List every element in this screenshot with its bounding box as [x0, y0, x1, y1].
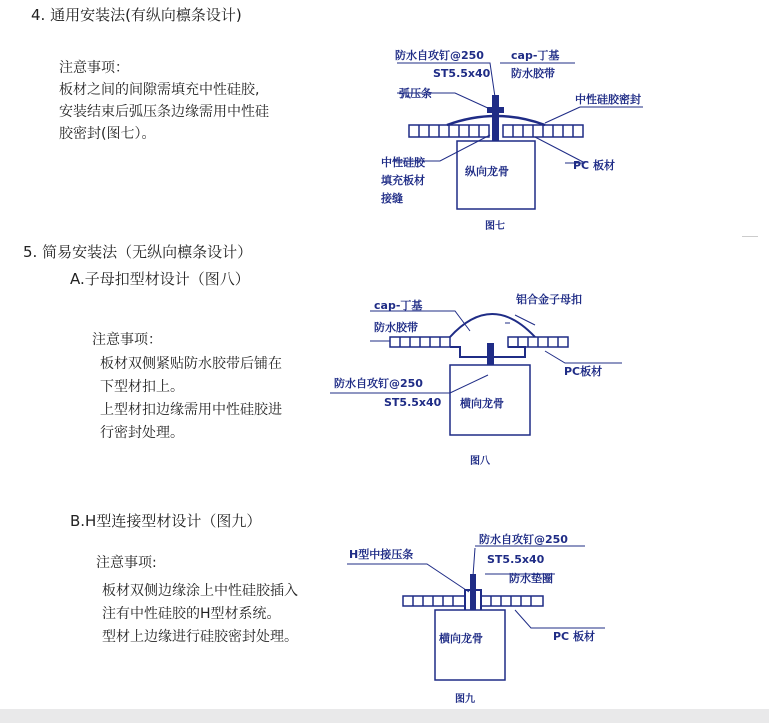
section4-note-line-2: 安装结束后弧压条边缘需用中性硅 [59, 104, 269, 120]
fig9-label-h-strip: H型中接压条 [349, 548, 414, 561]
fig9-pc-panel-left [403, 596, 465, 606]
section5a-note-line-1: 板材双侧紧贴防水胶带后铺在 [100, 356, 282, 372]
fig7-pc-panel-left [409, 125, 489, 137]
fig7-label-purlin: 纵向龙骨 [465, 165, 509, 178]
section4-note-line-3: 胶密封(图七）。 [59, 126, 156, 142]
fig7-label-screw-spec: ST5.5x40 [433, 67, 491, 80]
fig7-pc-panel-right [503, 125, 583, 137]
section4-heading: 4. 通用安装法(有纵向檩条设计) [31, 6, 242, 24]
divider-tick [742, 236, 758, 237]
fig8-label-cap: cap-丁基 [374, 299, 423, 312]
fig7-label-fill-2: 填充板材 [381, 174, 425, 187]
section5a-note-line-2: 下型材扣上。 [100, 379, 184, 395]
fig7-caption: 图七 [485, 221, 505, 232]
fig9-label-pc: PC 板材 [553, 630, 595, 643]
fig9-label-screw-spec: ST5.5x40 [487, 553, 545, 566]
bottom-band [0, 709, 769, 723]
fig8-label-purlin: 横向龙骨 [460, 397, 504, 410]
section5b-note-title: 注意事项: [96, 555, 157, 571]
section5-heading: 5. 简易安装法（无纵向檩条设计） [23, 243, 253, 261]
fig9-label-screw: 防水自攻钉@250 [479, 533, 568, 546]
fig7-screw [492, 95, 499, 143]
fig9-caption: 图九 [455, 694, 475, 705]
section5a-note-line-4: 行密封处理。 [100, 425, 184, 441]
fig7-label-tape: 防水胶带 [511, 67, 555, 80]
fig7-label-screw: 防水自攻钉@250 [395, 49, 484, 62]
fig7-label-cap: cap-丁基 [511, 49, 560, 62]
section5b-note-line-1: 板材双侧边缘涂上中性硅胶插入 [102, 583, 298, 599]
fig9-purlin [435, 610, 505, 680]
fig9-label-purlin: 横向龙骨 [439, 632, 483, 645]
section5a-heading: A.子母扣型材设计（图八） [70, 270, 250, 288]
section5a-note-line-3: 上型材扣边缘需用中性硅胶进 [100, 402, 282, 418]
fig8-pc-panel-right [508, 337, 568, 347]
section5b-heading: B.H型连接型材设计（图九） [70, 512, 262, 530]
fig8-cap-arc [450, 314, 535, 337]
fig8-label-alu: 铝合金子母扣 [516, 293, 582, 306]
figure-8 [330, 285, 630, 470]
fig8-label-screw-spec: ST5.5x40 [384, 396, 442, 409]
section5a-note-title: 注意事项： [92, 332, 162, 348]
section5b-note-line-3: 型材上边缘进行硅胶密封处理。 [102, 629, 298, 645]
figure-9 [345, 530, 615, 708]
fig8-label-tape: 防水胶带 [374, 321, 418, 334]
fig9-label-washer: 防水垫圈 [509, 572, 553, 585]
figure-7 [381, 45, 675, 240]
section4-note-line-1: 板材之间的间隙需填充中性硅胶, [59, 82, 260, 98]
fig7-label-fill-3: 接缝 [381, 192, 403, 205]
section4-note-title: 注意事项： [59, 60, 129, 76]
section5b-note-line-2: 注有中性硅胶的H型材系统。 [102, 606, 281, 622]
fig8-label-screw: 防水自攻钉@250 [334, 377, 423, 390]
fig8-pc-panel-left [390, 337, 450, 347]
fig8-label-pc: PC板材 [564, 365, 603, 378]
fig8-caption: 图八 [470, 456, 490, 467]
fig7-label-arc-strip: 弧压条 [399, 87, 432, 100]
fig7-label-pc: PC 板材 [573, 159, 615, 172]
fig9-pc-panel-right [481, 596, 543, 606]
fig7-label-sealant: 中性硅胶密封 [575, 93, 641, 106]
fig7-label-fill-1: 中性硅胶 [381, 156, 425, 169]
